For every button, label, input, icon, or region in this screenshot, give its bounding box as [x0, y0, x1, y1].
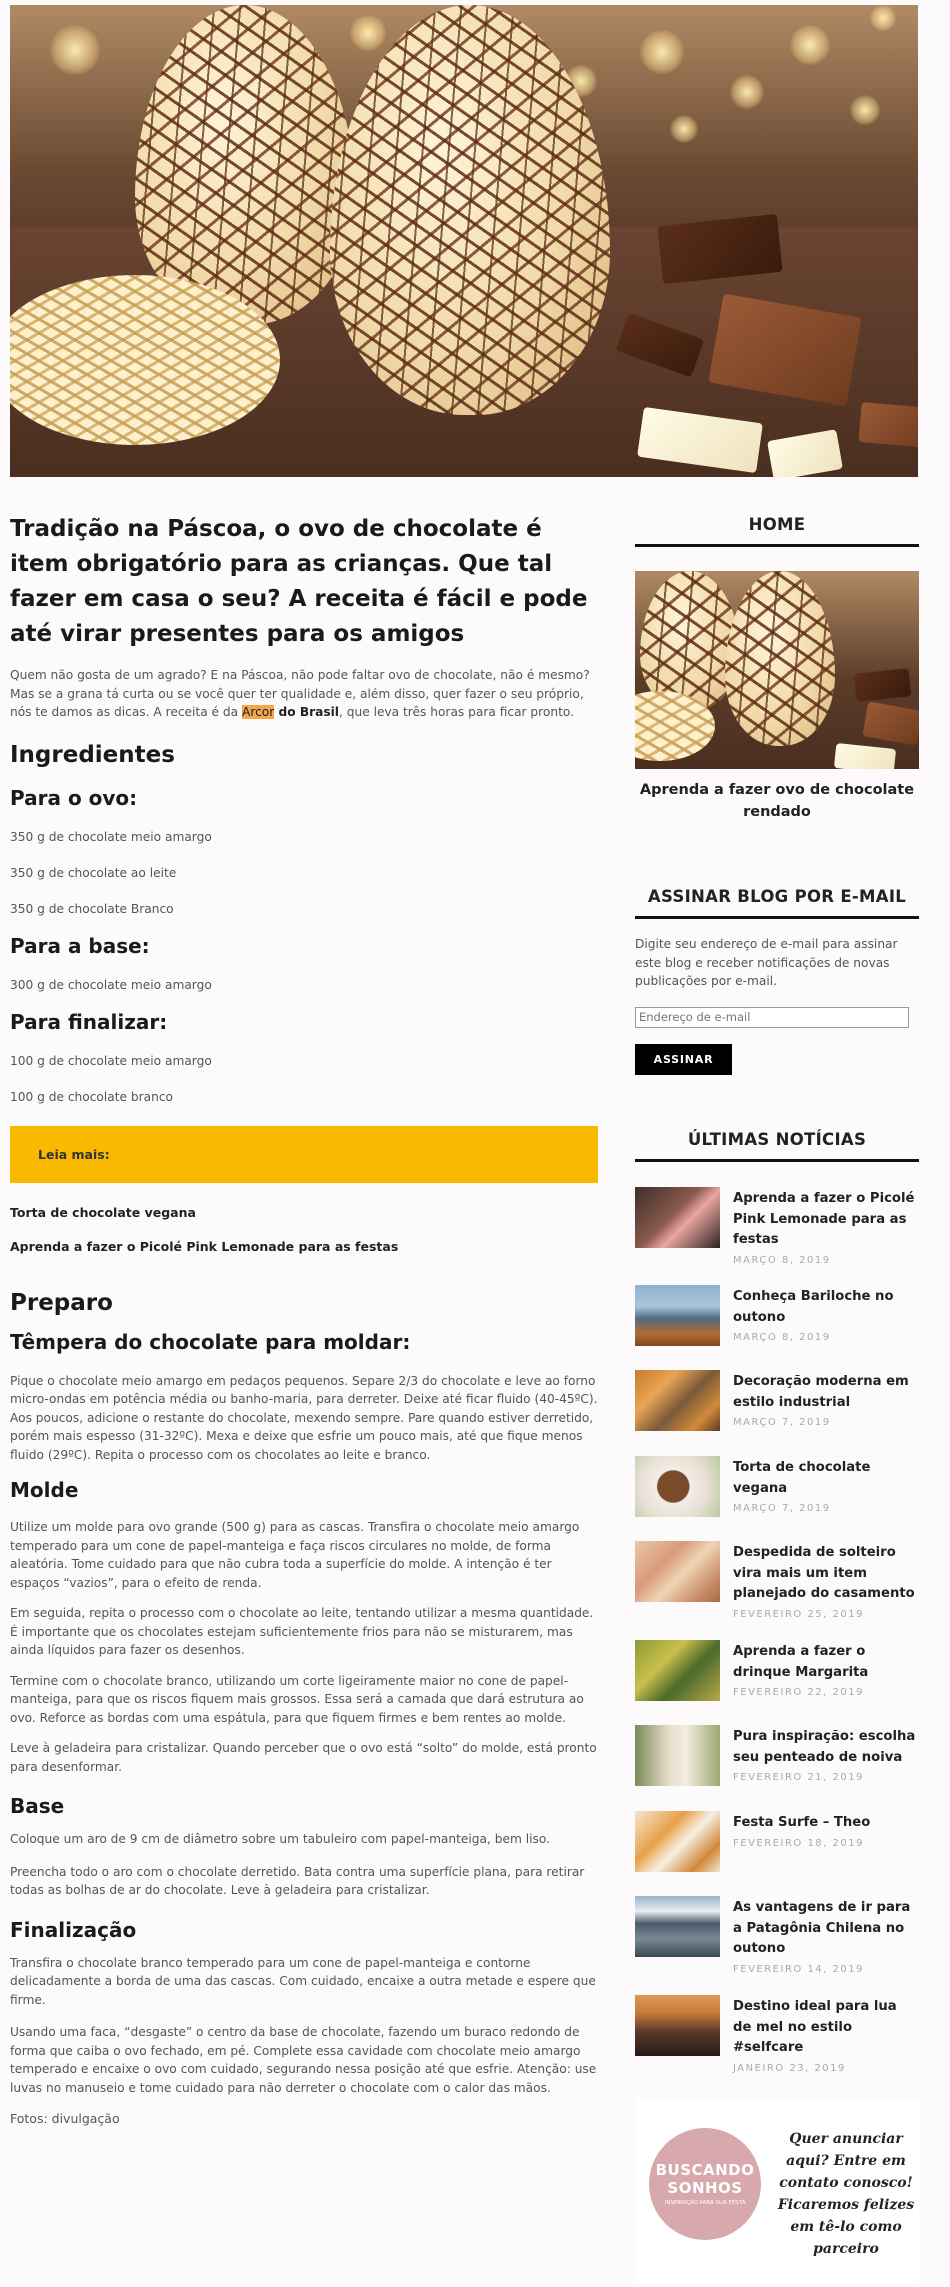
- intro-text: Quem não gosta de um agrado? E na Páscoa, não pode faltar ovo de chocolate, não é mesmo? Mas se a grana tá curta ou se você quer ter qualidade e, além disso, quer fazer o seu próprio, nós te damos as dicas. A receita é da: [10, 668, 590, 719]
- news-item[interactable]: [635, 1370, 919, 1434]
- news-item[interactable]: [635, 1187, 919, 1266]
- news-thumbnail[interactable]: [635, 1725, 720, 1786]
- widget-title-news: ÚLTIMAS NOTÍCIAS: [635, 1130, 919, 1162]
- news-item[interactable]: [635, 1285, 919, 1349]
- base-heading: Para a base:: [10, 933, 150, 958]
- news-title[interactable]: Aprenda a fazer o drinque Margarita: [733, 1644, 869, 1680]
- post-title: Tradição na Páscoa, o ovo de chocolate é item obrigatório para as crianças. Que tal fazer em casa o seu? A receita é fácil e pode até virar presentes para os amigos: [10, 516, 588, 647]
- news-thumbnail[interactable]: [635, 1456, 720, 1517]
- news-item[interactable]: [635, 1896, 919, 1975]
- widget-news: [635, 1130, 919, 1162]
- final-paragraph: Usando uma faca, “desgaste” o centro da base de chocolate, fazendo um buraco redondo de forma que caiba o ovo fechado, em pé. Complete essa cavidade com chocolate meio amargo temperado e encaixe o ovo com cuidado, segurando nessa posição até que esfrie. Atenção: use luvas no manuseio e tome cuidado para não derreter o chocolate com o calor das mãos.: [10, 2025, 597, 2095]
- news-thumbnail[interactable]: [635, 1896, 720, 1957]
- news-item[interactable]: [635, 1811, 919, 1875]
- featured-post: [635, 779, 919, 823]
- ingredients-heading: Ingredientes: [10, 741, 175, 768]
- news-item[interactable]: [635, 1725, 919, 1789]
- base-prep-heading: Base: [10, 1794, 65, 1818]
- ingredient-item: 300 g de chocolate meio amargo: [10, 977, 212, 992]
- ingredient-item: 350 g de chocolate ao leite: [10, 865, 177, 880]
- molde-paragraph: Em seguida, repita o processo com o chocolate ao leite, tentando utilizar a mesma quantidade. É importante que os chocolates estejam suficientemente frios para não se misturarem, mas ainda líquidos para fazer os desenhos.: [10, 1606, 594, 1657]
- subscribe-description: Digite seu endereço de e-mail para assinar este blog e receber notificações de novas publicações por e-mail.: [635, 937, 898, 988]
- molde-paragraph: Termine com o chocolate branco, utilizando um corte ligeiramente maior no cone de papel-manteiga, para que os riscos fiquem mais grossos. Essa será a camada que dará estrutura ao ovo. Reforce as bordas com uma espátula, para que fiquem firmes e bem rentes ao molde.: [10, 1673, 584, 1725]
- news-title[interactable]: Despedida de solteiro vira mais um item planejado do casamento: [733, 1545, 915, 1601]
- news-date: MARÇO 7, 2019: [733, 1417, 831, 1428]
- logo-line-1: BUSCANDO: [655, 2161, 755, 2179]
- news-item[interactable]: [635, 1640, 919, 1704]
- news-item[interactable]: [635, 1541, 919, 1620]
- tempera-heading: Têmpera do chocolate para moldar:: [10, 1329, 411, 1354]
- related-link[interactable]: Torta de chocolate vegana: [10, 1204, 196, 1220]
- hero-image: [10, 5, 918, 477]
- logo-line-2: SONHOS: [667, 2179, 743, 2197]
- article: [10, 512, 598, 2126]
- news-title[interactable]: Conheça Bariloche no outono: [733, 1289, 894, 1325]
- news-title[interactable]: Pura inspiração: escolha seu penteado de noiva: [733, 1729, 916, 1765]
- molde-paragraph: Leve à geladeira para cristalizar. Quando perceber que o ovo está “solto” do molde, está pronto para desenformar.: [10, 1741, 597, 1774]
- news-date: FEVEREIRO 18, 2019: [733, 1837, 864, 1849]
- news-date: FEVEREIRO 14, 2019: [733, 1963, 864, 1975]
- photo-credit: Fotos: divulgação: [10, 2111, 120, 2126]
- news-thumbnail[interactable]: [635, 1187, 720, 1248]
- intro-paragraph: [10, 666, 598, 722]
- featured-post-image[interactable]: [635, 571, 919, 769]
- advertise-text: Quer anunciar aqui? Entre em contato conosco! Ficaremos felizes em tê-lo como parceiro: [777, 2131, 915, 2257]
- final-paragraph: Transfira o chocolate branco temperado para um cone de papel-manteiga e contorne delicadamente a borda de uma das cascas. Com cuidado, encaixe a outra metade e espere que firme.: [10, 1955, 596, 2007]
- news-date: MARÇO 7, 2019: [733, 1503, 831, 1514]
- advertise-banner[interactable]: [635, 2098, 919, 2283]
- news-title[interactable]: Decoração moderna em estilo industrial: [733, 1374, 909, 1410]
- base-paragraph: Coloque um aro de 9 cm de diâmetro sobre um tabuleiro com papel-manteiga, bem liso.: [10, 1832, 550, 1846]
- logo-tagline: INSPIRAÇÃO PARA SUA FESTA: [664, 2200, 746, 2206]
- news-date: MARÇO 8, 2019: [733, 1254, 831, 1266]
- molde-heading: Molde: [10, 1478, 79, 1502]
- news-date: FEVEREIRO 25, 2019: [733, 1608, 864, 1620]
- news-thumbnail[interactable]: [635, 1640, 720, 1701]
- ingredient-item: 100 g de chocolate meio amargo: [10, 1053, 212, 1068]
- preparo-heading: Preparo: [10, 1289, 113, 1316]
- molde-paragraph: Utilize um molde para ovo grande (500 g) para as cascas. Transfira o chocolate meio amargo temperado para um cone de papel-manteiga e faça riscos circulares no molde, de forma aleatória. Tome cuidado para que não cubra toda a superfície do molde. A intenção é ter espaços “vazios”, para o efeito de renda.: [10, 1520, 580, 1590]
- news-date: FEVEREIRO 21, 2019: [733, 1772, 864, 1783]
- news-title[interactable]: Destino ideal para lua de mel no estilo #selfcare: [733, 1999, 897, 2055]
- news-item[interactable]: [635, 1995, 919, 2074]
- ingredient-item: 100 g de chocolate branco: [10, 1089, 173, 1104]
- related-link[interactable]: Aprenda a fazer o Picolé Pink Lemonade para as festas: [10, 1238, 399, 1254]
- widget-home: [635, 515, 919, 547]
- egg-heading: Para o ovo:: [10, 785, 138, 810]
- final-heading: Finalização: [10, 1917, 137, 1942]
- widget-subscribe: [635, 887, 919, 1075]
- featured-post-caption[interactable]: Aprenda a fazer ovo de chocolate rendado: [639, 782, 915, 820]
- buscando-sonhos-logo: [649, 2128, 761, 2240]
- widget-title-home[interactable]: HOME: [635, 515, 919, 547]
- brand-link-brasil[interactable]: do Brasil: [274, 705, 339, 719]
- news-item[interactable]: [635, 1456, 919, 1520]
- news-date: MARÇO 8, 2019: [733, 1332, 831, 1343]
- ingredient-item: 350 g de chocolate Branco: [10, 901, 174, 916]
- news-date: JANEIRO 23, 2019: [733, 2062, 846, 2074]
- news-thumbnail[interactable]: [635, 1285, 720, 1346]
- news-title[interactable]: Torta de chocolate vegana: [733, 1460, 871, 1496]
- read-more-box: [10, 1126, 598, 1183]
- read-more-label: Leia mais:: [38, 1146, 110, 1162]
- intro-text-end: , que leva três horas para ficar pronto.: [338, 705, 574, 719]
- news-thumbnail[interactable]: [635, 1370, 720, 1431]
- base-paragraph: Preencha todo o aro com o chocolate derretido. Bata contra uma superfície plana, para retirar todas as bolhas de ar do chocolate. Leve à geladeira para cristalizar.: [10, 1864, 585, 1897]
- news-thumbnail[interactable]: [635, 1811, 720, 1872]
- tempera-paragraph: Pique o chocolate meio amargo em pedaços pequenos. Separe 2/3 do chocolate e leve ao forno micro-ondas em potência média ou banho-maria, para derreter. Deixe até ficar fluido (40-45ºC). Aos poucos, adicione o restante do chocolate, mexendo sempre. Pare quando estiver derretido, porém mais espesso (31-32ºC). Mexa e deixe que esfrie um pouco mais, até que fique menos fluido (29ºC). Repita o processo com os chocolates ao leite e branco.: [10, 1373, 598, 1462]
- subscribe-button[interactable]: ASSINAR: [635, 1044, 732, 1075]
- email-input[interactable]: [635, 1007, 909, 1028]
- widget-title-subscribe: ASSINAR BLOG POR E-MAIL: [635, 887, 919, 919]
- news-thumbnail[interactable]: [635, 1541, 720, 1602]
- news-title[interactable]: As vantagens de ir para a Patagônia Chilena no outono: [733, 1900, 911, 1956]
- news-title[interactable]: Festa Surfe – Theo: [733, 1815, 871, 1830]
- ingredient-item: 350 g de chocolate meio amargo: [10, 829, 212, 844]
- finish-heading: Para finalizar:: [10, 1009, 168, 1034]
- news-date: FEVEREIRO 22, 2019: [733, 1687, 864, 1698]
- brand-link-arcor[interactable]: Arcor: [242, 705, 275, 719]
- news-thumbnail[interactable]: [635, 1995, 720, 2056]
- news-title[interactable]: Aprenda a fazer o Picolé Pink Lemonade para as festas: [733, 1191, 915, 1247]
